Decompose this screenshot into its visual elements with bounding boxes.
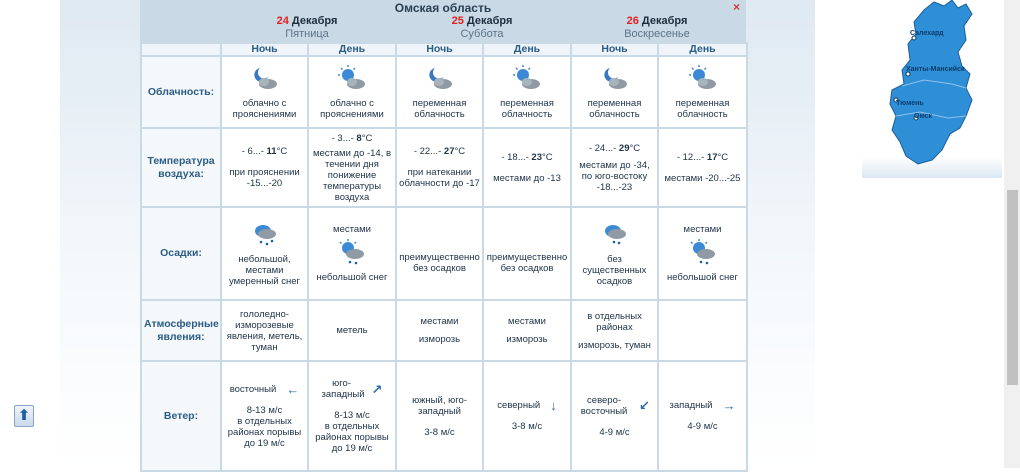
wind-speed: 3-8 м/с: [511, 421, 543, 432]
precip-text: преимущественно без осадков: [486, 251, 568, 274]
param-temp: [141, 128, 221, 207]
param-temp-line1: Температура: [147, 154, 215, 167]
temp-note: при прояснении -15...-20: [229, 167, 300, 189]
cloud-cell: [221, 56, 308, 128]
param-cloud: Облачность:: [141, 56, 221, 128]
map-city-tyumen[interactable]: Тюмень: [896, 100, 924, 107]
temp-cell: [308, 128, 396, 207]
moon-cloud-icon: [224, 65, 305, 94]
precip-cell: [221, 207, 308, 300]
wind-arrow-icon: ←: [286, 381, 300, 397]
param-temp-line2: воздуха:: [158, 167, 204, 180]
precip-pre: местами: [683, 224, 722, 235]
atmo-text-2: изморозь, туман: [578, 339, 651, 351]
map-shape: [862, 0, 1002, 178]
wind-direction: юго-западный: [321, 378, 365, 400]
wind-speed: 8-13 м/с: [334, 410, 370, 421]
day-weekday: Воскресенье: [624, 28, 690, 40]
sun-snow-cloud-icon: [311, 239, 393, 268]
region-map[interactable]: [862, 0, 1002, 178]
temp-range: - 6...- 11°C: [241, 146, 288, 157]
atmo-row: [141, 300, 747, 361]
period-night: Ночь: [221, 43, 308, 56]
day-header-3: [570, 15, 744, 40]
cloud-text: переменная облачность: [587, 97, 642, 120]
atmo-cell: [571, 300, 658, 361]
cloud-cell: [658, 56, 747, 128]
map-city-khanty-mansiysk[interactable]: Ханты-Мансийск: [906, 66, 965, 73]
sun-cloud-icon: [311, 65, 393, 94]
wind-cell: [571, 361, 658, 471]
temp-range: - 3...- 8°C: [331, 132, 373, 144]
param-atmo-line2: явления:: [157, 330, 205, 343]
temp-cell: [221, 128, 308, 207]
atmo-text: местами: [420, 316, 459, 327]
wind-direction: восточный: [229, 383, 277, 395]
temp-cell: [658, 128, 747, 207]
atmo-text: местами: [508, 316, 546, 327]
precip-row: [141, 207, 747, 300]
precip-cell: [483, 207, 571, 300]
day-number: 26: [626, 15, 639, 27]
snow-cloud-icon: [574, 221, 655, 250]
temp-note: местами до -34, по юго-востоку -18...-23: [579, 159, 650, 193]
precip-text: небольшой, местами умеренный снег: [228, 253, 301, 287]
wind-direction: северо-восточный: [580, 394, 628, 417]
atmo-text: метель: [336, 325, 368, 336]
wind-speed: 4-9 м/с: [687, 421, 718, 432]
moon-cloud-icon: [399, 65, 480, 94]
day-month: Декабря: [641, 15, 688, 27]
period-night: Ночь: [571, 43, 658, 56]
temp-cell: [396, 128, 483, 207]
cloud-text: переменная облачность: [500, 97, 554, 120]
day-header-2: [395, 15, 569, 40]
precip-pre: местами: [333, 224, 371, 235]
temp-note: при натекании облачности до -17: [399, 167, 480, 189]
atmo-text-2: изморозь: [418, 334, 461, 345]
period-night: Ночь: [396, 43, 483, 56]
temp-range: - 24...- 29°C: [588, 142, 641, 154]
wind-arrow-icon: ↗: [371, 381, 383, 397]
scroll-up-button[interactable]: ⬆: [14, 405, 34, 427]
wind-direction: северный: [497, 400, 541, 411]
sun-cloud-icon: [661, 65, 744, 94]
atmo-text: гололедно-изморозевые явления, метель, туман: [226, 308, 303, 353]
period-day: День: [308, 43, 396, 56]
temp-range: - 18...- 23°C: [501, 151, 553, 163]
temp-cell: [571, 128, 658, 207]
precip-cell: [396, 207, 483, 300]
cloud-text: переменная облачность: [675, 97, 730, 120]
cloud-cell: [483, 56, 571, 128]
wind-row: [141, 361, 747, 471]
day-number: 24: [276, 15, 289, 27]
wind-cell: [308, 361, 396, 471]
temp-row: [141, 128, 747, 207]
wind-arrow-icon: →: [722, 398, 736, 413]
forecast-table: [140, 42, 748, 472]
day-month: Декабря: [291, 15, 338, 27]
temp-note: местами -20...-25: [664, 172, 741, 184]
param-wind: Ветер:: [141, 361, 221, 471]
corner-cell: [141, 43, 221, 56]
cloud-row: [141, 56, 747, 128]
atmo-cell: [483, 300, 571, 361]
wind-speed: 8-13 м/с: [246, 404, 283, 416]
wind-speed: 3-8 м/с: [424, 426, 455, 438]
cloud-text: облачно с прояснениями: [232, 97, 297, 120]
sun-cloud-icon: [486, 65, 568, 94]
atmo-cell: [221, 300, 308, 361]
precip-text: небольшой снег: [666, 272, 739, 283]
wind-direction: южный, юго-западный: [412, 394, 467, 417]
wind-cell: [483, 361, 571, 471]
day-weekday: Суббота: [460, 28, 504, 40]
moon-cloud-icon: [574, 65, 655, 94]
wind-direction: западный: [669, 400, 713, 411]
cloud-text: облачно с прояснениями: [320, 97, 384, 120]
period-day: День: [483, 43, 571, 56]
atmo-cell: [308, 300, 396, 361]
forecast-panel: [140, 0, 746, 468]
scrollbar-thumb[interactable]: [1007, 190, 1018, 385]
period-header-row: [141, 43, 747, 56]
temp-note: местами до -13: [493, 172, 561, 184]
precip-text: небольшой снег: [316, 272, 388, 283]
sun-snow-cloud-icon: [661, 239, 744, 268]
wind-arrow-icon: ↙: [639, 398, 650, 413]
param-precip: Осадки:: [141, 207, 221, 300]
temp-range: - 12...- 17°C: [676, 151, 729, 163]
snow-cloud-icon: [224, 221, 305, 250]
atmo-cell: [396, 300, 483, 361]
precip-text: преимущественно без осадков: [399, 251, 480, 274]
temp-cell: [483, 128, 571, 207]
region-title: Омская область: [394, 1, 492, 15]
map-city-omsk[interactable]: Омск: [914, 113, 932, 120]
forecast-header: [140, 0, 746, 42]
cloud-cell: [571, 56, 658, 128]
wind-cell: [658, 361, 747, 471]
precip-cell: [308, 207, 396, 300]
precip-cell: [658, 207, 747, 300]
precip-cell: [571, 207, 658, 300]
precip-text: без существенных осадков: [582, 253, 647, 287]
cloud-cell: [396, 56, 483, 128]
wind-cell: [221, 361, 308, 471]
atmo-cell: [658, 300, 747, 361]
day-weekday: Пятница: [285, 28, 329, 40]
atmo-text: в отдельных районах: [587, 310, 642, 333]
param-atmo-line1: Атмосферные: [144, 317, 219, 330]
atmo-text-2: изморозь: [506, 334, 548, 345]
param-atmo: [141, 300, 221, 361]
cloud-cell: [308, 56, 396, 128]
wind-cell: [396, 361, 483, 471]
map-city-salekhard[interactable]: Салехард: [910, 30, 944, 37]
period-day: День: [658, 43, 747, 56]
wind-extra: в отдельных районах порывы до 19 м/с: [315, 421, 389, 454]
close-icon[interactable]: ×: [732, 0, 740, 14]
cloud-text: переменная облачность: [412, 97, 467, 120]
wind-arrow-icon: ↓: [550, 398, 557, 413]
day-month: Декабря: [466, 15, 513, 27]
temp-note: местами до -14, в течении дня понижение температуры воздуха: [312, 147, 392, 203]
day-header-1: [220, 15, 394, 40]
wind-speed: 4-9 м/с: [599, 426, 630, 438]
temp-range: - 22...- 27°C: [413, 146, 466, 157]
day-number: 25: [451, 15, 464, 27]
wind-extra: в отдельных районах порывы до 19 м/с: [227, 415, 302, 449]
